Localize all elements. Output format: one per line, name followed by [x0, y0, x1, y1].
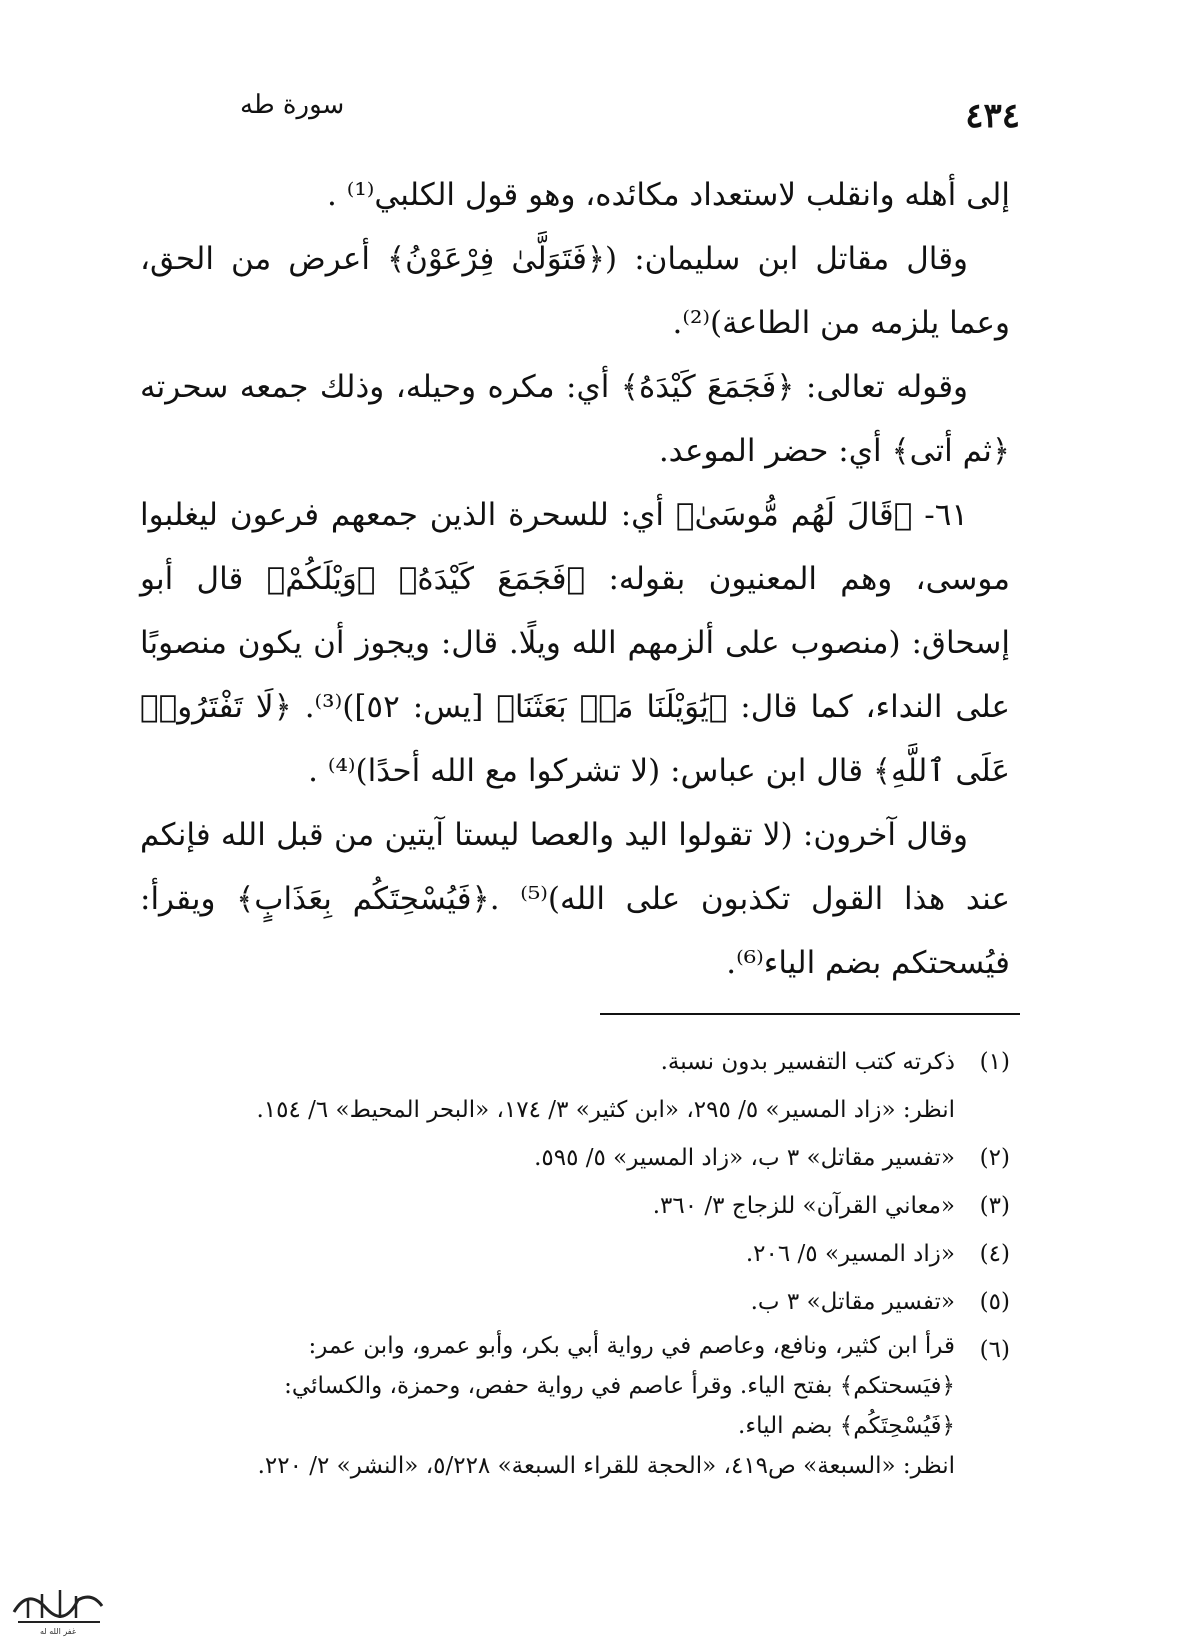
footnote-line: ﴿فيَسحتكم﴾ بفتح الياء. وقرأ عاصم في رواية حفص، وحمزة، والكسائي: [284, 1373, 955, 1399]
paragraph: وقال مقاتل ابن سليمان: (﴿فَتَوَلَّىٰ فِرْعَوْنُ﴾ أعرض من الحق، وعما يلزمه من الطاعة)⁽²⁾. [140, 241, 1010, 341]
footnote [140, 1134, 1010, 1182]
footnote-line: «زاد المسير» ٥/ ٢٠٦. [745, 1241, 955, 1267]
footnote-number: (٣) [979, 1193, 1010, 1219]
footnote [140, 1182, 1010, 1230]
footnotes [140, 1038, 1010, 1486]
footnote-line: انظر: «زاد المسير» ٥/ ٢٩٥، «ابن كثير» ٣/ ١٧٤، «البحر المحيط» ٦/ ١٥٤. [256, 1097, 955, 1123]
footnote-line: انظر: «السبعة» ص٤١٩، «الحجة للقراء السبعة» ٥/٢٢٨، «النشر» ٢/ ٢٢٠. [257, 1453, 955, 1479]
footnote-line: «تفسير مقاتل» ٣ ب. [750, 1289, 955, 1315]
footnote-number: (٦) [979, 1337, 1010, 1363]
page-header [150, 78, 1020, 138]
footnote-line: «معاني القرآن» للزجاج ٣/ ٣٦٠. [652, 1193, 955, 1219]
paragraph: وقوله تعالى: ﴿فَجَمَعَ كَيْدَهُ﴾ أي: مكره وحيله، وذلك جمعه سحرته ﴿ثم أتى﴾ أي: حضر الموعد. [140, 369, 1010, 469]
footnote-body [140, 1278, 955, 1326]
footnote-number: (١) [979, 1049, 1010, 1075]
footnote-body [140, 1326, 955, 1486]
footnote [140, 1326, 1010, 1486]
footnote-line: ذكرته كتب التفسير بدون نسبة. [660, 1049, 955, 1075]
paragraph: ٦١- ﴿قَالَ لَهُم مُّوسَىٰ﴾ أي: للسحرة الذين جمعهم فرعون ليغلبوا موسى، وهم المعنيون بقوله: ﴿فَجَمَعَ كَيْدَهُ﴾ ﴿وَيْلَكُمْ﴾ قال أبو إسحاق: (منصوب على ألزمهم الله ويلًا. قال: ويجوز أن يكون منصوبًا على النداء، كما قال: ﴿يَٰوَيْلَنَا مَنۢ بَعَثَنَا﴾ [يس: ٥٢])⁽³⁾. ﴿لَا تَفْتَرُوا۟ عَلَى ٱللَّهِ﴾ قال ابن عباس: (لا تشركوا مع الله أحدًا)⁽⁴⁾ . [140, 497, 1010, 789]
footnote [140, 1278, 1010, 1326]
running-title: سورة طه [240, 90, 345, 120]
paragraph: إلى أهله وانقلب لاستعداد مكائده، وهو قول الكلبي⁽¹⁾ . [327, 177, 1010, 213]
footnote-body [140, 1134, 955, 1182]
main-text [140, 163, 1010, 995]
footnote-body [140, 1230, 955, 1278]
page-number: ٤٣٤ [965, 96, 1020, 136]
publisher-logo-icon [8, 1570, 108, 1640]
svg-text:غفر الله له: غفر الله له [39, 1627, 77, 1636]
footnote [140, 1038, 1010, 1134]
footnote-divider [600, 1013, 1020, 1015]
footnote [140, 1230, 1010, 1278]
footnote-number: (٥) [979, 1289, 1010, 1315]
footnote-line: ﴿فَيُسْحِتَكُم﴾ بضم الياء. [738, 1413, 955, 1439]
footnote-number: (٤) [979, 1241, 1010, 1267]
paragraph: وقال آخرون: (لا تقولوا اليد والعصا ليستا آيتين من قبل الله فإنكم عند هذا القول تكذبون على الله)⁽⁵⁾ .﴿فَيُسْحِتَكُم بِعَذَابٍ﴾ ويقرأ: فيُسحتكم بضم الياء⁽⁶⁾. [140, 817, 1010, 981]
footnote-line: قرأ ابن كثير، ونافع، وعاصم في رواية أبي بكر، وأبو عمرو، وابن عمر: [308, 1333, 955, 1359]
footnote-body [140, 1182, 955, 1230]
footnote-line: «تفسير مقاتل» ٣ ب، «زاد المسير» ٥/ ٥٩٥. [534, 1145, 955, 1171]
footnote-body [140, 1038, 955, 1134]
footnote-number: (٢) [979, 1145, 1010, 1171]
